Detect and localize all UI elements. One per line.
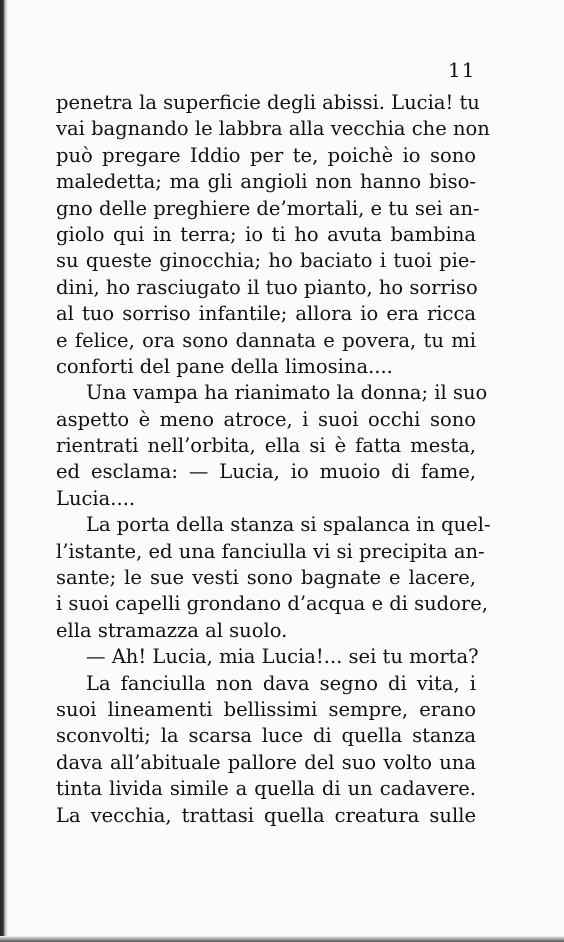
text-line: su queste ginocchia; ho baciato i tuoi pie- bbox=[56, 249, 476, 273]
text-line: suoi lineamenti bellissimi sempre, erano bbox=[56, 697, 476, 721]
text-line: — Ah! Lucia, mia Lucia!... sei tu morta? bbox=[86, 645, 479, 669]
text-line: penetra la superficie degli abissi. Lucia! tu bbox=[56, 91, 480, 114]
text-line: Una vampa ha rianimato la donna; il suo bbox=[86, 381, 488, 405]
text-line: ella stramazza al suolo. bbox=[56, 618, 288, 642]
text-line: l’istante, ed una fanciulla vi si precipita an- bbox=[56, 539, 485, 563]
body-text bbox=[56, 90, 491, 829]
text-line: ed esclama: — Lucia, io muoio di fame, bbox=[56, 460, 476, 484]
text-line: giolo qui in terra; io ti ho avuta bambina bbox=[56, 222, 476, 246]
text-line: tinta livida simile a quella di un cadavere. bbox=[56, 777, 476, 801]
text-line: sconvolti; la scarsa luce di quella stanza bbox=[56, 724, 476, 748]
text-line: i suoi capelli grondano d’acqua e di sudore, bbox=[56, 592, 488, 616]
text-line: La fanciulla non dava segno di vita, i bbox=[86, 671, 476, 695]
text-line: dava all’abituale pallore del suo volto una bbox=[56, 750, 476, 774]
text-line: dini, ho rasciugato il tuo pianto, ho sorriso bbox=[56, 275, 478, 299]
text-line: può pregare Iddio per te, poichè io sono bbox=[56, 143, 476, 167]
text-line: maledetta; ma gli angioli non hanno biso- bbox=[56, 170, 476, 194]
text-line: gno delle preghiere de’mortali, e tu sei an- bbox=[56, 196, 480, 220]
text-line: vai bagnando le labbra alla vecchia che non bbox=[56, 117, 490, 141]
text-line: sante; le sue vesti sono bagnate e lacere, bbox=[56, 566, 476, 590]
text-line: conforti del pane della limosina.... bbox=[56, 354, 393, 378]
text-line: al tuo sorriso infantile; allora io era ricca bbox=[56, 302, 476, 326]
page-bottom-edge bbox=[0, 936, 564, 942]
text-line: Lucia.... bbox=[56, 486, 136, 510]
text-line: e felice, ora sono dannata e povera, tu mi bbox=[56, 328, 476, 352]
text-line: La porta della stanza si spalanca in quel- bbox=[86, 513, 491, 537]
page-number: 11 bbox=[448, 58, 476, 82]
page-binding-edge bbox=[0, 0, 8, 942]
text-line: La vecchia, trattasi quella creatura sulle bbox=[56, 803, 476, 827]
text-line: aspetto è meno atroce, i suoi occhi sono bbox=[56, 407, 476, 431]
text-line: rientrati nell’orbita, ella si è fatta mesta, bbox=[56, 434, 476, 458]
